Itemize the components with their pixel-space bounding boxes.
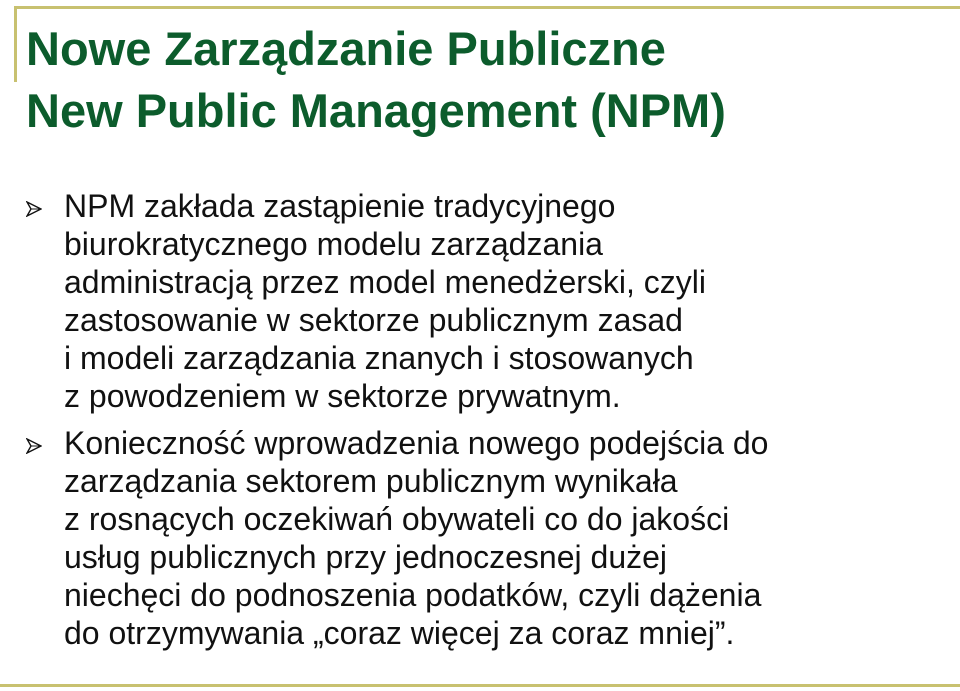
- bullet-item-npm-definition: [26, 187, 946, 415]
- title-line-english: New Public Management (NPM): [26, 84, 726, 137]
- bullet-line: i modeli zarządzania znanych i stosowanych: [64, 340, 694, 376]
- bullet-text: [64, 187, 946, 415]
- bullet-line: usług publicznych przy jednoczesnej dużej: [64, 539, 668, 575]
- bullet-line: zarządzania sektorem publicznym wynikała: [64, 463, 678, 499]
- arrowhead-bullet-icon: [26, 201, 42, 217]
- bullet-line: do otrzymywania „coraz więcej za coraz mniej”.: [64, 615, 735, 651]
- slide-title: [26, 18, 946, 142]
- bullet-line: z powodzeniem w sektorze prywatnym.: [64, 378, 621, 414]
- top-decorative-rule: [14, 6, 960, 9]
- left-decorative-rule: [14, 6, 17, 82]
- bullet-line: Konieczność wprowadzenia nowego podejścia do: [64, 425, 769, 461]
- bullet-line: administracją przez model menedżerski, czyli: [64, 264, 706, 300]
- bullet-line: z rosnących oczekiwań obywateli co do jakości: [64, 501, 730, 537]
- bullet-list: [26, 187, 946, 661]
- arrowhead-bullet-icon: [26, 438, 42, 454]
- bullet-line: niechęci do podnoszenia podatków, czyli dążenia: [64, 577, 762, 613]
- bullet-text: [64, 424, 946, 652]
- bullet-line: NPM zakłada zastąpienie tradycyjnego: [64, 188, 616, 224]
- bullet-item-new-approach-need: [26, 424, 946, 652]
- title-line-polish: Nowe Zarządzanie Publiczne: [26, 22, 666, 75]
- bullet-line: zastosowanie w sektorze publicznym zasad: [64, 302, 683, 338]
- bottom-decorative-rule: [0, 684, 960, 687]
- bullet-line: biurokratycznego modelu zarządzania: [64, 226, 603, 262]
